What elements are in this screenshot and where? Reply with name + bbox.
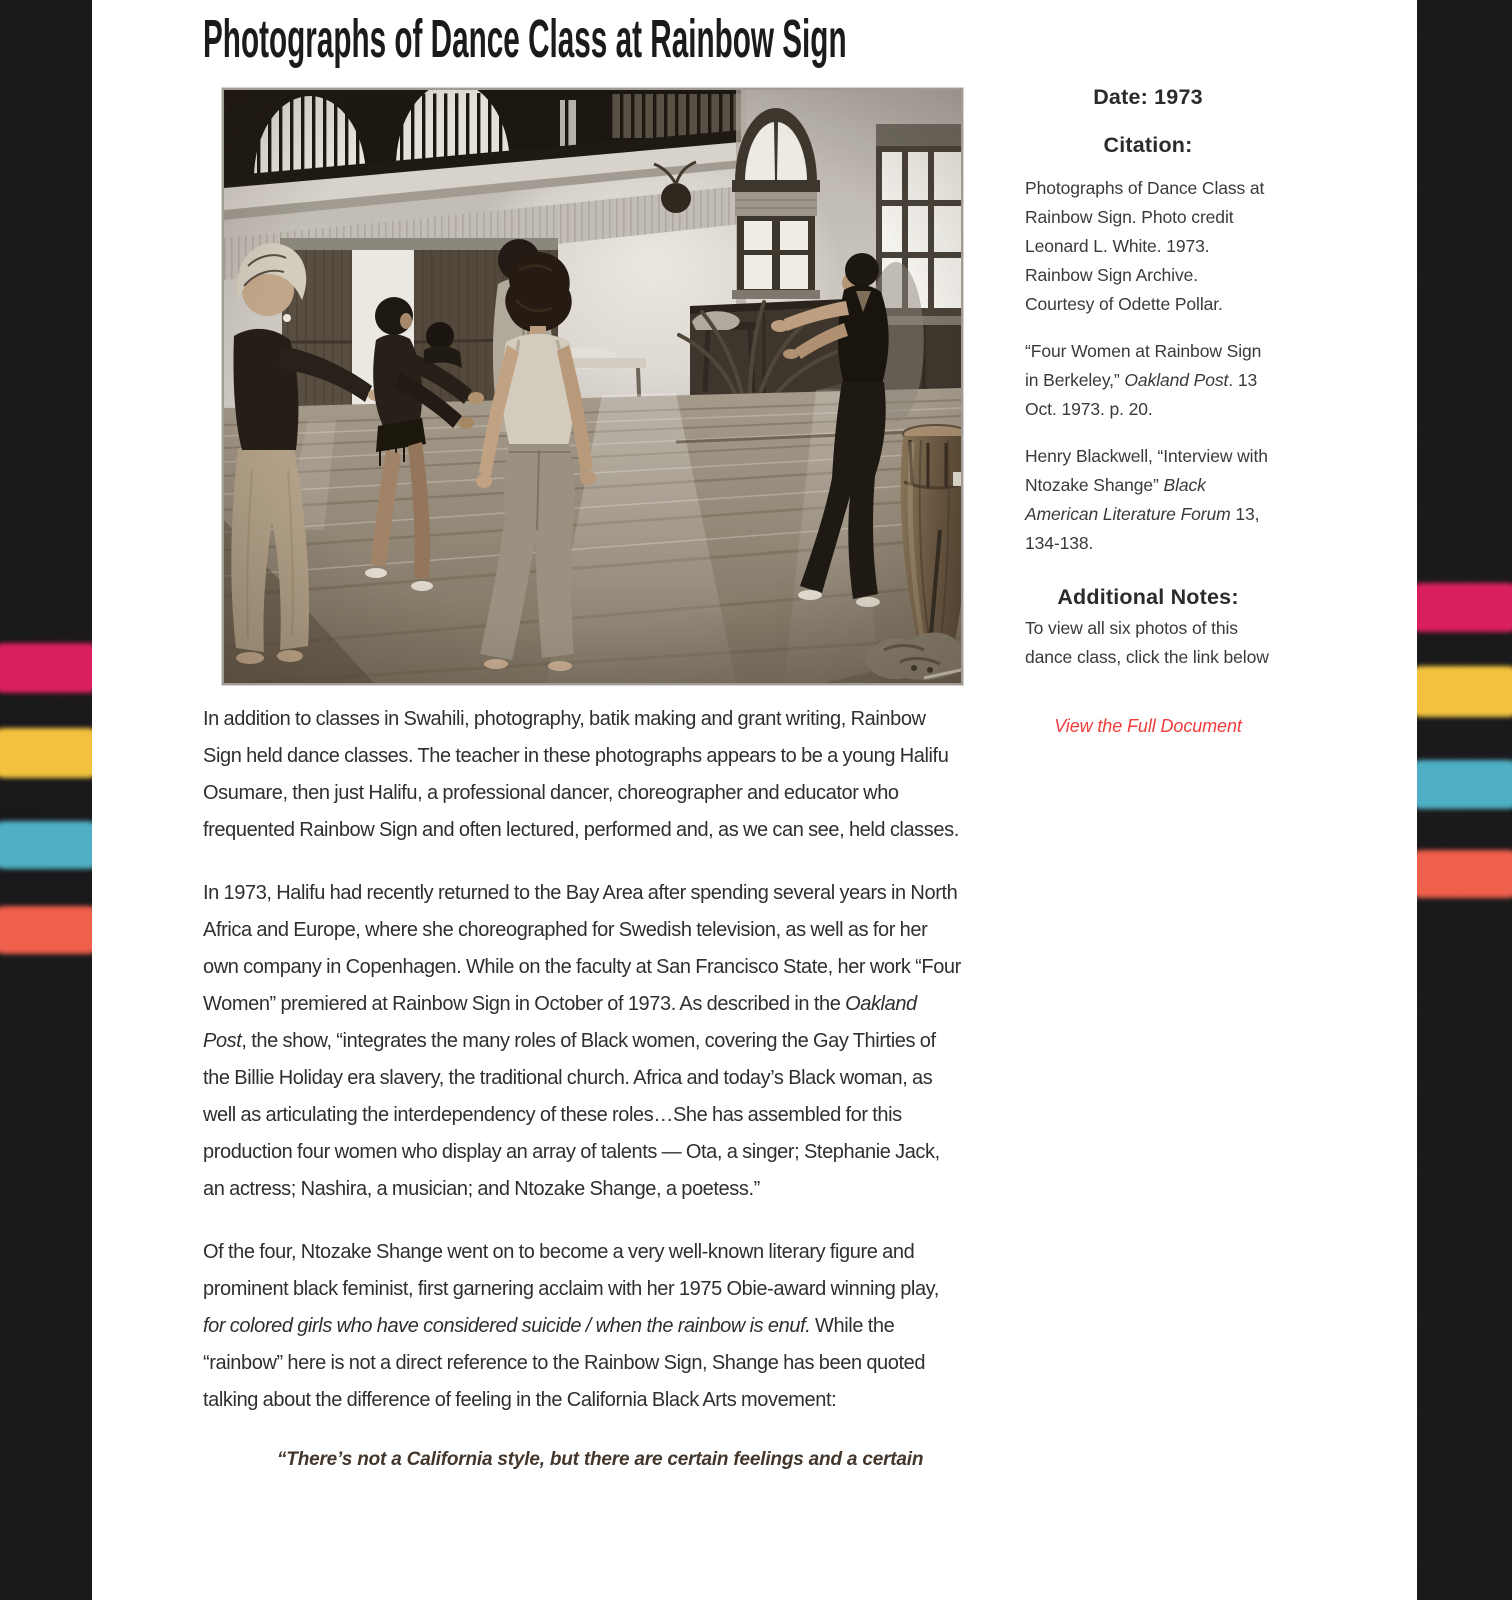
paragraph-1: In addition to classes in Swahili, photography, batik making and grant writing, Rainbow Sign held dance classes. The teacher in these photographs appears to be a young Halifu Osumare, then just Halifu, a professional dancer, choreographer and educator who frequented Rainbow Sign and often lectured, performed and, as we can see, held classes. <box>203 708 959 841</box>
content-page <box>92 0 1417 1600</box>
citation-1: Photographs of Dance Class at Rainbow Sign. Photo credit Leonard L. White. 1973. Rainbow Sign Archive. Courtesy of Odette Pollar. <box>1025 178 1265 314</box>
left-stripe-yellow <box>0 728 100 778</box>
right-stripe-orange <box>1409 850 1512 898</box>
page-title: Photographs of Dance Class at Rainbow Sign <box>203 9 847 69</box>
right-stripe-teal <box>1409 760 1512 809</box>
view-full-document-link[interactable]: View the Full Document <box>1054 716 1242 736</box>
metadata-sidebar <box>1025 82 1271 741</box>
date-heading: Date: 1973 <box>1093 85 1203 109</box>
pull-quote: “There’s not a California style, but there are certain feelings and a certain <box>277 1449 924 1470</box>
citation-2: “Four Women at Rainbow Sign in Berkeley,” Oakland Post. 13 Oct. 1973. p. 20. <box>1025 341 1262 419</box>
left-stripe-orange <box>0 906 100 954</box>
paragraph-2: In 1973, Halifu had recently returned to the Bay Area after spending several years in North Africa and Europe, where she choreographed for Swedish television, as well as for her own company in Copenhagen. While on the faculty at San Francisco State, her work “Four Women” premiered at Rainbow Sign in October of 1973. As described in the Oakland Post, the show, “integrates the many roles of Black women, covering the Gay Thirties of the Billie Holiday era slavery, the traditional church. Africa and today’s Black woman, as well as articulating the interdependency of these roles…She has assembled for this production four women who display an array of talents — Ota, a singer; Stephanie Jack, an actress; Nashira, a musician; and Ntozake Shange, a poetess.” <box>203 882 961 1200</box>
additional-notes-text: To view all six photos of this dance class, click the link below <box>1025 618 1269 667</box>
left-stripe-teal <box>0 821 100 869</box>
right-rainbow-edge <box>1417 0 1512 1600</box>
article-column <box>203 0 965 1475</box>
citation-heading: Citation: <box>1103 133 1193 157</box>
paragraph-3: Of the four, Ntozake Shange went on to become a very well-known literary figure and prominent black feminist, first garnering acclaim with her 1975 Obie-award winning play, for colored girls who have considered suicide / when the rainbow is enuf. While the “rainbow” here is not a direct reference to the Rainbow Sign, Shange has been quoted talking about the difference of feeling in the California Black Arts movement: <box>203 1241 939 1411</box>
left-stripe-pink <box>0 643 100 693</box>
right-stripe-yellow <box>1409 666 1512 717</box>
right-stripe-pink <box>1409 583 1512 632</box>
left-rainbow-edge <box>0 0 92 1600</box>
dance-class-photo-illustration <box>224 90 961 683</box>
citation-3: Henry Blackwell, “Interview with Ntozake Shange” Black American Literature Forum 13, 134-138. <box>1025 446 1268 553</box>
dance-class-photo <box>222 88 963 685</box>
additional-notes-heading: Additional Notes: <box>1057 585 1239 609</box>
